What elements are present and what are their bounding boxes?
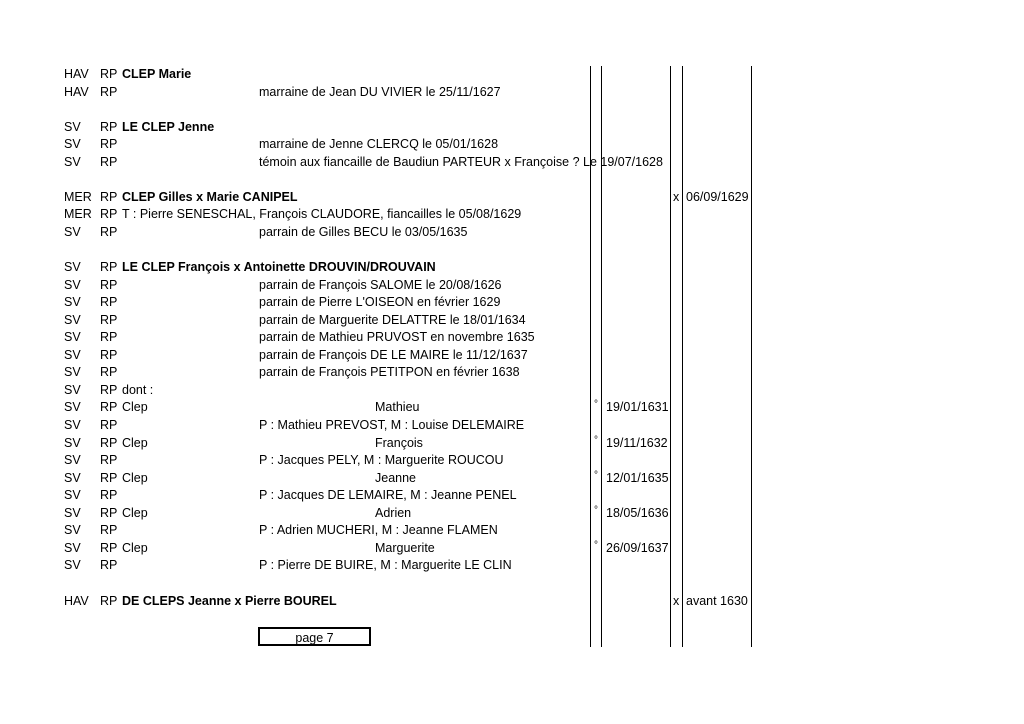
- table-row: [0, 242, 1024, 260]
- entry-description: marraine de Jenne CLERCQ le 05/01/1628: [259, 137, 499, 152]
- location-code: SV: [64, 488, 81, 503]
- table-row: [0, 364, 1024, 382]
- location-code: SV: [64, 453, 81, 468]
- register-code: RP: [100, 277, 118, 292]
- register-code: RP: [100, 382, 118, 397]
- child-name: François: [375, 435, 423, 450]
- birth-mark: °: [594, 469, 598, 481]
- register-code: RP: [100, 67, 118, 81]
- register-code: RP: [100, 207, 118, 222]
- marriage-mark: x: [673, 189, 680, 204]
- register-code: RP: [100, 593, 118, 608]
- entry-description: parrain de François SALOME le 20/08/1626: [259, 277, 502, 292]
- location-code: SV: [64, 418, 81, 432]
- register-code: RP: [100, 523, 118, 538]
- entry-name: LE CLEP François x Antoinette DROUVIN/DROUVAIN: [122, 260, 436, 275]
- table-row: [0, 294, 1024, 312]
- location-code: SV: [64, 470, 81, 485]
- entry-name: Clep: [122, 470, 148, 485]
- location-code: HAV: [64, 67, 89, 81]
- location-code: SV: [64, 400, 81, 415]
- register-code: RP: [100, 435, 118, 450]
- register-code: RP: [100, 224, 118, 239]
- entry-name: CLEP Gilles x Marie CANIPEL: [122, 189, 298, 204]
- entry-description: marraine de Jean DU VIVIER le 25/11/1627: [259, 84, 501, 99]
- entry-description: parrain de Marguerite DELATTRE le 18/01/1634: [259, 312, 526, 327]
- location-code: SV: [64, 540, 81, 555]
- entry-name: Clep: [122, 540, 148, 555]
- table-row: [0, 171, 1024, 189]
- location-code: SV: [64, 260, 81, 275]
- register-code: RP: [100, 347, 118, 362]
- location-code: SV: [64, 365, 81, 380]
- location-code: SV: [64, 523, 81, 538]
- register-code: RP: [100, 154, 118, 169]
- birth-date: 26/09/1637: [606, 540, 669, 555]
- table-row: [0, 119, 1024, 137]
- table-row: [0, 593, 1024, 611]
- table-row: [0, 452, 1024, 470]
- register-code: RP: [100, 312, 118, 327]
- table-row: [0, 154, 1024, 172]
- location-code: SV: [64, 137, 81, 152]
- entry-name: Clep: [122, 400, 148, 415]
- table-row: [0, 66, 1024, 84]
- register-code: RP: [100, 558, 118, 573]
- table-row: [0, 259, 1024, 277]
- table-row: [0, 206, 1024, 224]
- table-row: [0, 540, 1024, 558]
- table-row: [0, 347, 1024, 365]
- entry-name: DE CLEPS Jeanne x Pierre BOUREL: [122, 593, 337, 608]
- table-row: [0, 417, 1024, 435]
- child-name: Adrien: [375, 505, 412, 520]
- child-name: Mathieu: [375, 400, 420, 415]
- table-row: [0, 505, 1024, 523]
- marriage-date: avant 1630: [686, 593, 748, 608]
- table-row: [0, 557, 1024, 575]
- table-row: [0, 329, 1024, 347]
- table-row: [0, 101, 1024, 119]
- location-code: SV: [64, 505, 81, 520]
- entry-description: P : Jacques PELY, M : Marguerite ROUCOU: [259, 453, 504, 468]
- register-code: RP: [100, 400, 118, 415]
- table-row: [0, 470, 1024, 488]
- entry-description: parrain de Mathieu PRUVOST en novembre 1635: [259, 330, 535, 345]
- register-code: RP: [100, 295, 118, 310]
- register-code: RP: [100, 189, 118, 204]
- entry-description: P : Pierre DE BUIRE, M : Marguerite LE CLIN: [259, 558, 512, 573]
- table-row: [0, 189, 1024, 207]
- entry-description: parrain de François PETITPON en février 1638: [259, 365, 520, 380]
- entry-name: CLEP Marie: [122, 67, 192, 81]
- entry-description: P : Jacques DE LEMAIRE, M : Jeanne PENEL: [259, 488, 517, 503]
- location-code: MER: [64, 207, 92, 222]
- location-code: MER: [64, 189, 92, 204]
- child-name: Marguerite: [375, 540, 435, 555]
- entry-description: parrain de Pierre L'OISEON en février 1629: [259, 295, 501, 310]
- entry-description: P : Mathieu PREVOST, M : Louise DELEMAIRE: [259, 418, 525, 432]
- table-row: [0, 522, 1024, 540]
- entry-name: LE CLEP Jenne: [122, 119, 215, 134]
- birth-mark: °: [594, 539, 598, 551]
- register-code: RP: [100, 137, 118, 152]
- location-code: SV: [64, 382, 81, 397]
- register-code: RP: [100, 365, 118, 380]
- birth-mark: °: [594, 504, 598, 516]
- table-row: [0, 435, 1024, 453]
- birth-date: 18/05/1636: [606, 505, 669, 520]
- table-row: [0, 277, 1024, 295]
- entry-description: parrain de Gilles BECU le 03/05/1635: [259, 224, 468, 239]
- birth-date: 12/01/1635: [606, 470, 669, 485]
- entry-description: parrain de François DE LE MAIRE le 11/12/1637: [259, 347, 528, 362]
- register-code: RP: [100, 119, 118, 134]
- register-code: RP: [100, 418, 118, 432]
- entry-name: Clep: [122, 505, 148, 520]
- entry-description: témoin aux fiancaille de Baudiun PARTEUR x Françoise ? Le 19/07/1628: [259, 154, 663, 169]
- location-code: SV: [64, 435, 81, 450]
- birth-date: 19/11/1632: [606, 435, 668, 450]
- birth-mark: °: [594, 399, 598, 411]
- location-code: SV: [64, 330, 81, 345]
- marriage-mark: x: [673, 593, 680, 608]
- page-number-box: [258, 627, 371, 646]
- register-code: RP: [100, 330, 118, 345]
- table-row: [0, 382, 1024, 400]
- register-code: RP: [100, 488, 118, 503]
- location-code: SV: [64, 347, 81, 362]
- table-row: [0, 136, 1024, 154]
- location-code: SV: [64, 119, 81, 134]
- register-code: RP: [100, 470, 118, 485]
- entry-name: dont :: [122, 382, 154, 397]
- page-number: page 7: [295, 631, 334, 645]
- register-code: RP: [100, 453, 118, 468]
- marriage-date: 06/09/1629: [686, 189, 749, 204]
- entry-name: T : Pierre SENESCHAL, François CLAUDORE, fiancailles le 05/08/1629: [122, 207, 522, 222]
- register-code: RP: [100, 84, 118, 99]
- table-row: [0, 312, 1024, 330]
- location-code: SV: [64, 224, 81, 239]
- location-code: SV: [64, 558, 81, 573]
- location-code: SV: [64, 154, 81, 169]
- birth-date: 19/01/1631: [606, 400, 669, 415]
- table-row: [0, 487, 1024, 505]
- child-name: Jeanne: [375, 470, 417, 485]
- register-code: RP: [100, 540, 118, 555]
- birth-mark: °: [594, 434, 598, 446]
- entry-description: P : Adrien MUCHERI, M : Jeanne FLAMEN: [259, 523, 498, 538]
- table-row: [0, 575, 1024, 593]
- table-row: [0, 399, 1024, 417]
- table-row: [0, 84, 1024, 102]
- location-code: HAV: [64, 84, 89, 99]
- entry-name: Clep: [122, 435, 148, 450]
- location-code: SV: [64, 277, 81, 292]
- location-code: SV: [64, 295, 81, 310]
- location-code: HAV: [64, 593, 89, 608]
- table-row: [0, 224, 1024, 242]
- location-code: SV: [64, 312, 81, 327]
- register-code: RP: [100, 260, 118, 275]
- register-code: RP: [100, 505, 118, 520]
